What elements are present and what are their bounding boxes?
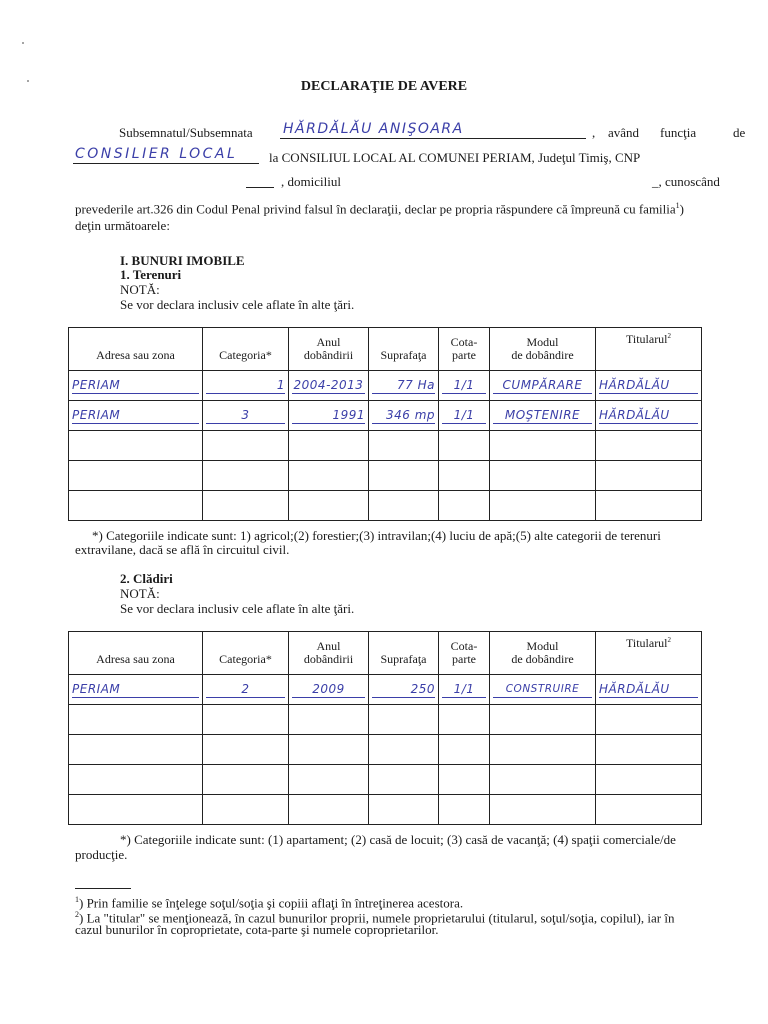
col-cota: Cota- parte xyxy=(439,632,490,675)
cnp-underline xyxy=(246,187,274,188)
name-underline xyxy=(280,138,586,139)
table-row xyxy=(69,401,702,431)
col-adresa: Adresa sau zona xyxy=(69,632,203,675)
de-word: de xyxy=(733,125,746,140)
detin-text: deţin următoarele: xyxy=(75,218,170,233)
categorii-note-cont: producţie. xyxy=(75,847,128,862)
cell-cota: 1/1 xyxy=(442,408,486,424)
footnote-2-cont: cazul bunurilor în coproprietate, cota-parte şi numele coproprietarilor. xyxy=(75,922,439,937)
col-titular: Titularul$^2$ xyxy=(596,632,702,675)
cell-titular: HĂRDĂLĂU xyxy=(599,378,698,394)
table-row xyxy=(69,461,702,491)
document-title: DECLARAŢIE DE AVERE xyxy=(300,79,468,94)
cell-adresa: PERIAM xyxy=(72,682,199,698)
col-anul: Anul dobândirii xyxy=(289,632,369,675)
nota-text: Se vor declara inclusiv cele aflate în alte ţări. xyxy=(120,297,355,312)
cell-categoria: 1 xyxy=(206,378,285,394)
cell-modul: CONSTRUIRE xyxy=(493,682,592,698)
cell-suprafata: 77 Ha xyxy=(372,378,435,394)
cell-adresa: PERIAM xyxy=(72,408,199,424)
table-header-row xyxy=(69,632,702,675)
cell-suprafata: 250 xyxy=(372,682,435,698)
cell-adresa: PERIAM xyxy=(72,378,199,394)
section-heading: I. BUNURI IMOBILE xyxy=(120,253,245,268)
nota-text: Se vor declara inclusiv cele aflate în alte ţări. xyxy=(120,601,355,616)
col-suprafata: Suprafaţa xyxy=(369,632,439,675)
avand-word: având xyxy=(608,125,640,140)
function-value: CONSILIER LOCAL xyxy=(75,146,238,162)
col-anul: Anul dobândirii xyxy=(289,328,369,371)
categorii-note: *) Categoriile indicate sunt: 1) agricol;(2) forestier;(3) intravilan;(4) luciu de apă;(5) alte categorii de terenuri xyxy=(92,528,661,543)
scan-speck xyxy=(22,42,24,44)
cell-modul: CUMPĂRARE xyxy=(493,378,592,394)
table-row xyxy=(69,765,702,795)
cell-anul: 2009 xyxy=(292,682,365,698)
cell-titular: HĂRDĂLĂU xyxy=(599,682,698,698)
declaration-text: prevederile art.326 din Codul Penal privind falsul în declaraţii, declar pe propria răspundere că împreună cu familia$^1$) xyxy=(75,201,685,217)
function-underline xyxy=(73,163,259,164)
table-row xyxy=(69,491,702,521)
col-modul: Modul de dobândire xyxy=(490,328,596,371)
cunoscand-text: _, cunoscând xyxy=(652,174,720,189)
categorii-note-cont: extravilane, dacă se află în circuitul civil. xyxy=(75,542,290,557)
table-row xyxy=(69,371,702,401)
cladiri-table xyxy=(68,631,702,825)
table-row xyxy=(69,431,702,461)
footnote-1: $^1$) Prin familie se înţelege soţul/soţia şi copiii aflaţi în întreţinerea acestora. xyxy=(75,895,464,911)
cell-titular: HĂRDĂLĂU xyxy=(599,408,698,424)
footnote-2: $^2$) La "titular" se menţionează, în cazul bunurilor proprii, numele proprietarului (titularul, soţul/soţia, copilul), iar în xyxy=(75,910,675,926)
comma: , xyxy=(592,125,596,140)
col-modul: Modul de dobândire xyxy=(490,632,596,675)
declarant-name: HĂRDĂLĂU ANIŞOARA xyxy=(283,121,464,137)
col-suprafata: Suprafaţa xyxy=(369,328,439,371)
col-categoria: Categoria* xyxy=(203,632,289,675)
categorii-note: *) Categoriile indicate sunt: (1) apartament; (2) casă de locuit; (3) casă de vacanţă; (4) spaţii comerciale/de xyxy=(120,832,676,847)
cell-categoria: 2 xyxy=(206,682,285,698)
cell-anul: 2004-2013 xyxy=(293,377,364,392)
col-cota: Cota- parte xyxy=(439,328,490,371)
cell-modul: MOŞTENIRE xyxy=(493,408,592,424)
table-row xyxy=(69,795,702,825)
cell-anul: 1991 xyxy=(292,408,365,424)
table-header-row xyxy=(69,328,702,371)
nota-label: NOTĂ: xyxy=(120,282,160,297)
domiciliul-label: , domiciliul xyxy=(281,174,341,189)
table-row xyxy=(69,705,702,735)
functia-word: funcţia xyxy=(660,125,697,140)
subsection-cladiri: 2. Clădiri xyxy=(120,571,173,586)
nota-label: NOTĂ: xyxy=(120,586,160,601)
cell-suprafata: 346 mp xyxy=(372,408,435,424)
subsection-terenuri: 1. Terenuri xyxy=(120,267,182,282)
table-row xyxy=(69,675,702,705)
cell-cota: 1/1 xyxy=(442,682,486,698)
la-consiliul-text: la CONSILIUL LOCAL AL COMUNEI PERIAM, Judeţul Timiş, CNP xyxy=(269,150,641,165)
col-categoria: Categoria* xyxy=(203,328,289,371)
cell-cota: 1/1 xyxy=(442,378,486,394)
col-adresa: Adresa sau zona xyxy=(69,328,203,371)
cell-categoria: 3 xyxy=(206,408,285,424)
subsemnatul-label: Subsemnatul/Subsemnata xyxy=(119,125,253,140)
col-titular: Titularul$^2$ xyxy=(596,328,702,371)
footnote-rule xyxy=(75,888,131,889)
table-row xyxy=(69,735,702,765)
terenuri-table xyxy=(68,327,702,521)
